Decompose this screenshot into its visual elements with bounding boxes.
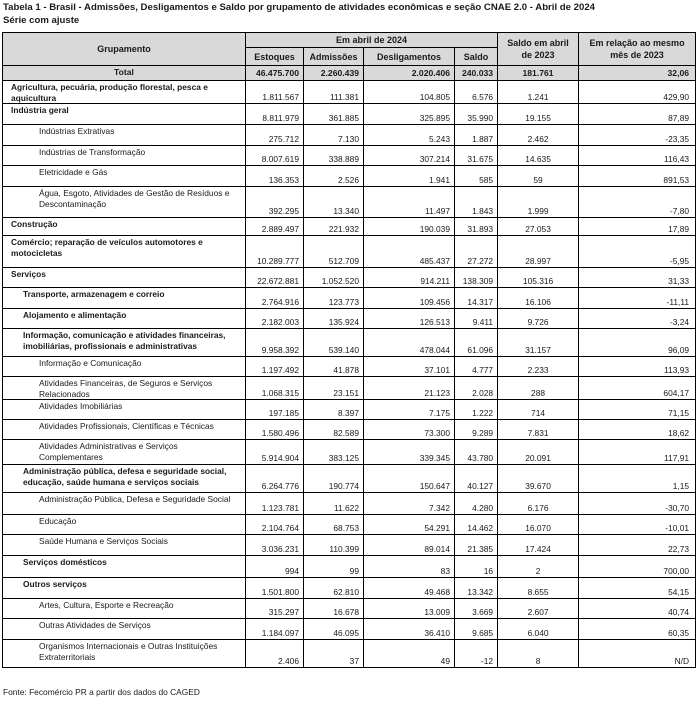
grupamento-cell: Total bbox=[3, 66, 246, 81]
saldo-2023-cell: 8.655 bbox=[498, 578, 579, 599]
saldo-2023-cell: 6.176 bbox=[498, 493, 579, 515]
saldo-cell: 4.280 bbox=[455, 493, 498, 515]
admissoes-cell: 62.810 bbox=[304, 578, 364, 599]
saldo-cell: -12 bbox=[455, 640, 498, 668]
admissoes-cell: 8.397 bbox=[304, 400, 364, 420]
table-subtitle: Série com ajuste bbox=[3, 15, 80, 26]
grupamento-cell: Alojamento e alimentação bbox=[3, 309, 246, 329]
saldo-cell: 43.780 bbox=[455, 440, 498, 465]
admissoes-cell: 135.924 bbox=[304, 309, 364, 329]
admissoes-cell: 13.340 bbox=[304, 187, 364, 218]
relacao-cell: 87,89 bbox=[579, 104, 696, 125]
saldo-2023-cell: 1.999 bbox=[498, 187, 579, 218]
saldo-cell: 138.309 bbox=[455, 268, 498, 288]
estoques-cell: 994 bbox=[246, 556, 304, 578]
estoques-cell: 136.353 bbox=[246, 166, 304, 187]
saldo-2023-cell: 714 bbox=[498, 400, 579, 420]
desligamentos-cell: 54.291 bbox=[364, 515, 455, 535]
admissoes-cell: 539.140 bbox=[304, 329, 364, 357]
table-row bbox=[3, 400, 696, 420]
estoques-cell: 8.811.979 bbox=[246, 104, 304, 125]
table-row bbox=[3, 556, 696, 578]
saldo-cell: 31.675 bbox=[455, 146, 498, 166]
relacao-cell: 96,09 bbox=[579, 329, 696, 357]
desligamentos-cell: 21.123 bbox=[364, 377, 455, 400]
table-row bbox=[3, 515, 696, 535]
grupamento-cell: Informação, comunicação e atividades financeiras, imobiliárias, profissionais e administrativas bbox=[3, 329, 246, 357]
saldo-cell: 14.317 bbox=[455, 288, 498, 309]
table-row bbox=[3, 640, 696, 668]
relacao-cell: 604,17 bbox=[579, 377, 696, 400]
desligamentos-cell: 36.410 bbox=[364, 619, 455, 640]
relacao-cell: 891,53 bbox=[579, 166, 696, 187]
estoques-cell: 1.501.800 bbox=[246, 578, 304, 599]
total-row bbox=[3, 66, 696, 81]
saldo-2023-cell: 2.607 bbox=[498, 599, 579, 619]
relacao-cell: -30,70 bbox=[579, 493, 696, 515]
estoques-cell: 6.264.776 bbox=[246, 465, 304, 493]
table-row bbox=[3, 268, 696, 288]
table-row bbox=[3, 377, 696, 400]
estoques-cell: 1.197.492 bbox=[246, 357, 304, 377]
desligamentos-cell: 325.895 bbox=[364, 104, 455, 125]
estoques-cell: 22.672.881 bbox=[246, 268, 304, 288]
saldo-cell: 9.411 bbox=[455, 309, 498, 329]
admissoes-cell: 338.889 bbox=[304, 146, 364, 166]
relacao-cell: 40,74 bbox=[579, 599, 696, 619]
table-body bbox=[3, 66, 696, 668]
desligamentos-cell: 150.647 bbox=[364, 465, 455, 493]
saldo-2023-cell: 59 bbox=[498, 166, 579, 187]
saldo-2023-cell: 2 bbox=[498, 556, 579, 578]
admissoes-cell: 82.589 bbox=[304, 420, 364, 440]
grupamento-cell: Água, Esgoto, Atividades de Gestão de Resíduos e Descontaminação bbox=[3, 187, 246, 218]
grupamento-cell: Serviços domésticos bbox=[3, 556, 246, 578]
table-row bbox=[3, 309, 696, 329]
saldo-2023-cell: 1.241 bbox=[498, 81, 579, 104]
estoques-cell: 392.295 bbox=[246, 187, 304, 218]
desligamentos-cell: 109.456 bbox=[364, 288, 455, 309]
grupamento-cell: Eletricidade e Gás bbox=[3, 166, 246, 187]
grupamento-cell: Organismos Internacionais e Outras Instituições Extraterritoriais bbox=[3, 640, 246, 668]
table-row bbox=[3, 357, 696, 377]
grupamento-cell: Outros serviços bbox=[3, 578, 246, 599]
admissoes-cell: 1.052.520 bbox=[304, 268, 364, 288]
table-row bbox=[3, 440, 696, 465]
admissoes-cell: 46.095 bbox=[304, 619, 364, 640]
relacao-cell: 31,33 bbox=[579, 268, 696, 288]
grupamento-cell: Educação bbox=[3, 515, 246, 535]
grupamento-cell: Informação e Comunicação bbox=[3, 357, 246, 377]
grupamento-cell: Comércio; reparação de veículos automotores e motocicletas bbox=[3, 236, 246, 268]
table-row bbox=[3, 146, 696, 166]
header-saldo-abril-2023: Saldo em abril de 2023 bbox=[498, 33, 579, 66]
desligamentos-cell: 11.497 bbox=[364, 187, 455, 218]
desligamentos-cell: 478.044 bbox=[364, 329, 455, 357]
relacao-cell: 116,43 bbox=[579, 146, 696, 166]
relacao-cell: 60,35 bbox=[579, 619, 696, 640]
saldo-2023-cell: 288 bbox=[498, 377, 579, 400]
admissoes-cell: 2.260.439 bbox=[304, 66, 364, 81]
admissoes-cell: 16.678 bbox=[304, 599, 364, 619]
table-row bbox=[3, 420, 696, 440]
admissoes-cell: 512.709 bbox=[304, 236, 364, 268]
table-row bbox=[3, 187, 696, 218]
desligamentos-cell: 1.941 bbox=[364, 166, 455, 187]
estoques-cell: 3.036.231 bbox=[246, 535, 304, 556]
grupamento-cell: Indústrias Extrativas bbox=[3, 125, 246, 146]
admissoes-cell: 361.885 bbox=[304, 104, 364, 125]
saldo-2023-cell: 105.316 bbox=[498, 268, 579, 288]
saldo-cell: 21.385 bbox=[455, 535, 498, 556]
saldo-cell: 585 bbox=[455, 166, 498, 187]
header-em-abril: Em abril de 2024 bbox=[246, 33, 498, 48]
admissoes-cell: 11.622 bbox=[304, 493, 364, 515]
table-row bbox=[3, 465, 696, 493]
saldo-2023-cell: 2.233 bbox=[498, 357, 579, 377]
grupamento-cell: Atividades Imobiliárias bbox=[3, 400, 246, 420]
saldo-cell: 1.887 bbox=[455, 125, 498, 146]
relacao-cell: 22,73 bbox=[579, 535, 696, 556]
relacao-cell: 1,15 bbox=[579, 465, 696, 493]
saldo-cell: 6.576 bbox=[455, 81, 498, 104]
saldo-cell: 1.222 bbox=[455, 400, 498, 420]
saldo-cell: 61.096 bbox=[455, 329, 498, 357]
admissoes-cell: 123.773 bbox=[304, 288, 364, 309]
saldo-cell: 4.777 bbox=[455, 357, 498, 377]
data-table bbox=[2, 32, 696, 668]
saldo-cell: 13.342 bbox=[455, 578, 498, 599]
estoques-cell: 1.123.781 bbox=[246, 493, 304, 515]
saldo-2023-cell: 27.053 bbox=[498, 218, 579, 236]
relacao-cell: -3,24 bbox=[579, 309, 696, 329]
grupamento-cell: Agricultura, pecuária, produção florestal, pesca e aquicultura bbox=[3, 81, 246, 104]
grupamento-cell: Indústrias de Transformação bbox=[3, 146, 246, 166]
relacao-cell: 54,15 bbox=[579, 578, 696, 599]
desligamentos-cell: 37.101 bbox=[364, 357, 455, 377]
estoques-cell: 2.764.916 bbox=[246, 288, 304, 309]
saldo-cell: 2.028 bbox=[455, 377, 498, 400]
grupamento-cell: Serviços bbox=[3, 268, 246, 288]
header-saldo: Saldo bbox=[455, 48, 498, 66]
header-relacao: Em relação ao mesmo mês de 2023 bbox=[579, 33, 696, 66]
saldo-cell: 31.893 bbox=[455, 218, 498, 236]
admissoes-cell: 41.878 bbox=[304, 357, 364, 377]
desligamentos-cell: 83 bbox=[364, 556, 455, 578]
admissoes-cell: 23.151 bbox=[304, 377, 364, 400]
grupamento-cell: Atividades Administrativas e Serviços Complementares bbox=[3, 440, 246, 465]
saldo-cell: 27.272 bbox=[455, 236, 498, 268]
saldo-2023-cell: 17.424 bbox=[498, 535, 579, 556]
header-estoques: Estoques bbox=[246, 48, 304, 66]
table-row bbox=[3, 493, 696, 515]
saldo-2023-cell: 28.997 bbox=[498, 236, 579, 268]
relacao-cell: 71,15 bbox=[579, 400, 696, 420]
admissoes-cell: 383.125 bbox=[304, 440, 364, 465]
grupamento-cell: Artes, Cultura, Esporte e Recreação bbox=[3, 599, 246, 619]
grupamento-cell: Transporte, armazenagem e correio bbox=[3, 288, 246, 309]
table-row bbox=[3, 535, 696, 556]
table-row bbox=[3, 104, 696, 125]
desligamentos-cell: 7.342 bbox=[364, 493, 455, 515]
table-row bbox=[3, 599, 696, 619]
header-grupamento: Grupamento bbox=[3, 33, 246, 66]
saldo-cell: 9.685 bbox=[455, 619, 498, 640]
desligamentos-cell: 89.014 bbox=[364, 535, 455, 556]
relacao-cell: 117,91 bbox=[579, 440, 696, 465]
saldo-cell: 9.289 bbox=[455, 420, 498, 440]
relacao-cell: N/D bbox=[579, 640, 696, 668]
table-row bbox=[3, 125, 696, 146]
saldo-2023-cell: 2.462 bbox=[498, 125, 579, 146]
estoques-cell: 2.406 bbox=[246, 640, 304, 668]
estoques-cell: 10.289.777 bbox=[246, 236, 304, 268]
grupamento-cell: Administração Pública, Defesa e Seguridade Social bbox=[3, 493, 246, 515]
admissoes-cell: 7.130 bbox=[304, 125, 364, 146]
estoques-cell: 8.007.619 bbox=[246, 146, 304, 166]
saldo-2023-cell: 9.726 bbox=[498, 309, 579, 329]
desligamentos-cell: 485.437 bbox=[364, 236, 455, 268]
saldo-2023-cell: 14.635 bbox=[498, 146, 579, 166]
desligamentos-cell: 190.039 bbox=[364, 218, 455, 236]
saldo-2023-cell: 181.761 bbox=[498, 66, 579, 81]
grupamento-cell: Administração pública, defesa e seguridade social, educação, saúde humana e serviços sociais bbox=[3, 465, 246, 493]
relacao-cell: -11,11 bbox=[579, 288, 696, 309]
estoques-cell: 2.104.764 bbox=[246, 515, 304, 535]
saldo-cell: 16 bbox=[455, 556, 498, 578]
grupamento-cell: Indústria geral bbox=[3, 104, 246, 125]
saldo-2023-cell: 20.091 bbox=[498, 440, 579, 465]
saldo-2023-cell: 39.670 bbox=[498, 465, 579, 493]
relacao-cell: 700,00 bbox=[579, 556, 696, 578]
desligamentos-cell: 73.300 bbox=[364, 420, 455, 440]
desligamentos-cell: 5.243 bbox=[364, 125, 455, 146]
estoques-cell: 1.068.315 bbox=[246, 377, 304, 400]
desligamentos-cell: 49.468 bbox=[364, 578, 455, 599]
relacao-cell: 18,62 bbox=[579, 420, 696, 440]
grupamento-cell: Saúde Humana e Serviços Sociais bbox=[3, 535, 246, 556]
saldo-2023-cell: 16.070 bbox=[498, 515, 579, 535]
source-note: Fonte: Fecomércio PR a partir dos dados do CAGED bbox=[3, 687, 200, 697]
header-desligamentos: Desligamentos bbox=[364, 48, 455, 66]
saldo-cell: 1.843 bbox=[455, 187, 498, 218]
table-row bbox=[3, 81, 696, 104]
estoques-cell: 2.889.497 bbox=[246, 218, 304, 236]
saldo-2023-cell: 16.106 bbox=[498, 288, 579, 309]
admissoes-cell: 111.381 bbox=[304, 81, 364, 104]
table-row bbox=[3, 329, 696, 357]
desligamentos-cell: 104.805 bbox=[364, 81, 455, 104]
table-row bbox=[3, 288, 696, 309]
grupamento-cell: Outras Atividades de Serviços bbox=[3, 619, 246, 640]
relacao-cell: -10,01 bbox=[579, 515, 696, 535]
estoques-cell: 1.811.567 bbox=[246, 81, 304, 104]
desligamentos-cell: 126.513 bbox=[364, 309, 455, 329]
desligamentos-cell: 7.175 bbox=[364, 400, 455, 420]
saldo-cell: 40.127 bbox=[455, 465, 498, 493]
desligamentos-cell: 339.345 bbox=[364, 440, 455, 465]
desligamentos-cell: 914.211 bbox=[364, 268, 455, 288]
table-row bbox=[3, 166, 696, 187]
relacao-cell: -23,35 bbox=[579, 125, 696, 146]
estoques-cell: 315.297 bbox=[246, 599, 304, 619]
relacao-cell: -5,95 bbox=[579, 236, 696, 268]
saldo-2023-cell: 19.155 bbox=[498, 104, 579, 125]
admissoes-cell: 68.753 bbox=[304, 515, 364, 535]
desligamentos-cell: 13.009 bbox=[364, 599, 455, 619]
table-title: Tabela 1 - Brasil - Admissões, Desligamentos e Saldo por grupamento de atividades econômicas e seção CNAE 2.0 - Abril de 2024 bbox=[3, 2, 595, 13]
grupamento-cell: Atividades Profissionais, Científicas e Técnicas bbox=[3, 420, 246, 440]
saldo-2023-cell: 6.040 bbox=[498, 619, 579, 640]
relacao-cell: 429,90 bbox=[579, 81, 696, 104]
saldo-2023-cell: 31.157 bbox=[498, 329, 579, 357]
table-row bbox=[3, 236, 696, 268]
saldo-2023-cell: 7.831 bbox=[498, 420, 579, 440]
desligamentos-cell: 49 bbox=[364, 640, 455, 668]
saldo-cell: 35.990 bbox=[455, 104, 498, 125]
table-row bbox=[3, 218, 696, 236]
admissoes-cell: 2.526 bbox=[304, 166, 364, 187]
desligamentos-cell: 307.214 bbox=[364, 146, 455, 166]
estoques-cell: 5.914.904 bbox=[246, 440, 304, 465]
grupamento-cell: Construção bbox=[3, 218, 246, 236]
saldo-2023-cell: 8 bbox=[498, 640, 579, 668]
estoques-cell: 1.184.097 bbox=[246, 619, 304, 640]
estoques-cell: 2.182.003 bbox=[246, 309, 304, 329]
saldo-cell: 240.033 bbox=[455, 66, 498, 81]
relacao-cell: 32,06 bbox=[579, 66, 696, 81]
grupamento-cell: Atividades Financeiras, de Seguros e Serviços Relacionados bbox=[3, 377, 246, 400]
relacao-cell: 17,89 bbox=[579, 218, 696, 236]
saldo-cell: 14.462 bbox=[455, 515, 498, 535]
saldo-cell: 3.669 bbox=[455, 599, 498, 619]
estoques-cell: 9.958.392 bbox=[246, 329, 304, 357]
admissoes-cell: 221.932 bbox=[304, 218, 364, 236]
estoques-cell: 46.475.700 bbox=[246, 66, 304, 81]
estoques-cell: 197.185 bbox=[246, 400, 304, 420]
estoques-cell: 275.712 bbox=[246, 125, 304, 146]
relacao-cell: 113,93 bbox=[579, 357, 696, 377]
header-admissoes: Admissões bbox=[304, 48, 364, 66]
admissoes-cell: 110.399 bbox=[304, 535, 364, 556]
table-row bbox=[3, 578, 696, 599]
admissoes-cell: 37 bbox=[304, 640, 364, 668]
relacao-cell: -7,80 bbox=[579, 187, 696, 218]
desligamentos-cell: 2.020.406 bbox=[364, 66, 455, 81]
estoques-cell: 1.580.496 bbox=[246, 420, 304, 440]
admissoes-cell: 99 bbox=[304, 556, 364, 578]
admissoes-cell: 190.774 bbox=[304, 465, 364, 493]
table-row bbox=[3, 619, 696, 640]
